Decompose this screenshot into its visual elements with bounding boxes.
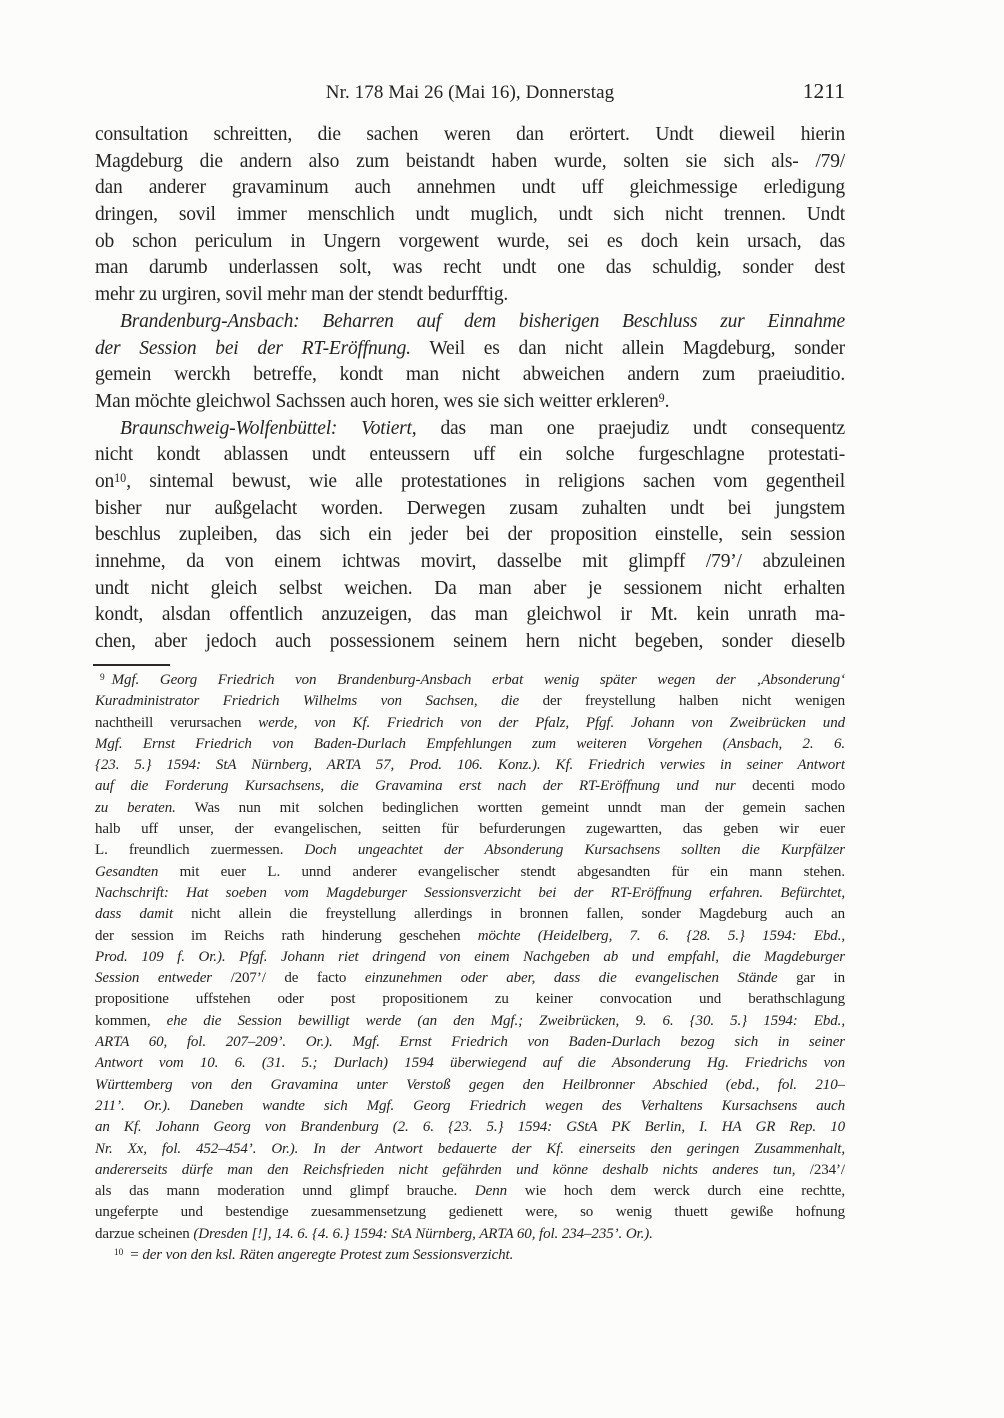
footnote-line-18 — [95, 1032, 845, 1053]
body-line-18 — [95, 576, 845, 603]
text-run: man darumb underlassen solt, was recht undt one das schuldig, sonder dest — [95, 257, 845, 279]
footnote-line-3 — [95, 713, 845, 734]
text-run: dan anderer gravaminum auch annehmen undt uff gleichmessige erledigung — [95, 177, 845, 199]
text-run: consultation schreitten, die sachen weren dan erörtert. Undt dieweil hierin — [95, 124, 845, 145]
text-run: Antwort vom 10. 6. (31. 5.; Durlach) 1594 überwiegend auf die Absonderung Hg. Friedrichs von — [95, 1055, 845, 1072]
text-run: {23. 5.} 1594: StA Nürnberg, ARTA 57, Prod. 106. Konz.). Kf. Friedrich verwies in seiner Antwort — [95, 757, 845, 774]
text-run: der Session bei der RT-Eröffnung. — [95, 337, 411, 359]
body-line-9 — [95, 336, 845, 363]
body-line-3 — [95, 175, 845, 202]
text-run: Kuradministrator Friedrich Wilhelms von Sachsen, die — [95, 693, 520, 710]
text-run: Mgf. Georg Friedrich von Brandenburg-Ansbach erbat wenig später wegen der ‚Absonderung‘ — [111, 672, 845, 688]
text-run: ungeferpte und bestendige zuesammensetzung gedienett were, so wenig thuett gewiße hofnung — [95, 1204, 845, 1221]
body-line-15 — [95, 496, 845, 523]
text-run: als das mann moderation unnd glimpf brauche. — [95, 1183, 475, 1200]
footnote-marker-9: 9 — [100, 673, 105, 684]
footnote-line-23 — [95, 1139, 845, 1160]
page-header — [95, 80, 845, 106]
text-run: Nr. Xx, fol. 452–454’. Or.). In der Antwort bedauerte der Kf. einerseits den geringen Zusammenhalt, — [95, 1140, 845, 1157]
text-run: dass damit — [95, 906, 174, 923]
body-line-16 — [95, 522, 845, 549]
text-run: . — [664, 390, 670, 412]
footnote-line-1 — [95, 670, 845, 691]
text-run: ob schon periculum in Ungern vorgewent wurde, sei es doch kein ursach, das — [95, 230, 845, 252]
body-line-10 — [95, 362, 845, 389]
body-line-19 — [95, 602, 845, 629]
footnote-line-5 — [95, 755, 845, 776]
footnote-line-17 — [95, 1011, 845, 1032]
text-run: der von den ksl. Räten angeregte Protest zum Sessionsverzicht. — [142, 1247, 514, 1264]
text-run: ehe die Session bewilligt werde (an den Mgf.; Zweibrücken, 9. 6. {30. 5.} 1594: Ebd., — [166, 1012, 845, 1029]
body-line-12 — [95, 416, 845, 443]
text-run: 211’. Or.). Daneben wandte sich Mgf. Georg Friedrich wegen des Verhaltens Kursachsens auch — [95, 1097, 845, 1114]
text-run: Braunschweig-Wolfenbüttel: Votiert, — [120, 417, 417, 439]
footnote-line-16 — [95, 989, 845, 1010]
text-run: Man möchte gleichwol Sachssen auch horen, wes sie sich weitter erkleren — [95, 390, 659, 412]
text-run: nicht allein die freystellung allerdings in bronnen fallen, sonder Magdeburg auch an — [173, 906, 845, 923]
footnote-line-26 — [95, 1202, 845, 1223]
body-line-8 — [95, 309, 845, 336]
text-run: zu beraten. — [95, 799, 195, 816]
text-run: Prod. 109 f. Or.). Pfgf. Johann riet dringend von einem Nachgeben ab und empfahl, die Magdeburger — [95, 948, 845, 965]
text-run: propositione uffstehen oder post propositionem zu keiner convocation und berathschlagung — [95, 991, 845, 1008]
text-run: der freystellung halben nicht wenigen — [519, 693, 845, 710]
text-run: kondt, alsdan offentlich anzuzeigen, das man gleichwol ir Mt. kein unrath ma- — [95, 604, 845, 626]
text-run: einzunehmen oder aber, dass die evangelischen Stände — [364, 970, 778, 987]
text-run: Magdeburg die andern also zum beistandt haben wurde, solten sie sich als- /79/ — [95, 150, 845, 172]
text-run: innehme, da von einem ichtwas movirt, dasselbe mit glimpff /79’/ abzuleinen — [95, 551, 845, 572]
body-line-14 — [95, 469, 845, 496]
body-line-11 — [95, 389, 845, 416]
footnote-line-9 — [95, 840, 845, 861]
footnote-line-25 — [95, 1181, 845, 1202]
footnote-line-8 — [95, 819, 845, 840]
footnote-line-19 — [95, 1053, 845, 1074]
main-text-block — [95, 122, 845, 656]
body-line-1 — [95, 122, 845, 149]
text-run: bisher nur außgelacht worden. Derwegen zusam zuhalten undt bei jungstem — [95, 497, 845, 519]
footnote-line-28 — [95, 1245, 845, 1266]
text-run: Session entweder — [95, 970, 231, 987]
text-run: Brandenburg-Ansbach: Beharren auf dem bisherigen Beschluss zur Einnahme — [120, 310, 845, 332]
footnote-line-7 — [95, 798, 845, 819]
footnotes-block — [95, 670, 845, 1266]
text-run: gemein werckh betreffe, kondt man nicht abweichen andern zum praeiuditio. — [95, 364, 845, 386]
text-run: , sintemal bewust, wie alle protestationes in religions sachen vom gegentheil — [126, 470, 845, 492]
text-run: gar in — [777, 970, 845, 987]
footnote-line-13 — [95, 926, 845, 947]
text-run: an Kf. Johann Georg von Brandenburg (2. 6. {23. 5.} 1594: GStA PK Berlin, I. HA GR Rep. 10 — [95, 1119, 845, 1136]
text-run: Nachschrift: Hat soeben vom Magdeburger Sessionsverzicht bei der RT-Eröffnung erfahren. Befürchtet, — [95, 884, 845, 901]
body-line-13 — [95, 442, 845, 469]
footnote-separator-rule — [93, 664, 170, 666]
footnote-line-24 — [95, 1160, 845, 1181]
body-line-2 — [95, 149, 845, 176]
text-run: kommen, — [95, 1012, 167, 1029]
text-run: /234’/ — [809, 1161, 845, 1178]
text-run: Weil es dan nicht allein Magdeburg, sonder — [410, 337, 845, 359]
footnote-line-10 — [95, 862, 845, 883]
text-run: andererseits dürfe man den Reichsfrieden nicht gefährden und könne deshalb nichts anderes tun, — [95, 1161, 810, 1178]
text-run: Württemberg von den Gravamina unter Verstoß gegen den Heilbronner Abschied (ebd., fol. 210– — [95, 1076, 845, 1093]
text-run: darzue scheinen — [95, 1225, 194, 1242]
body-line-17 — [95, 549, 845, 576]
text-run: auf die Forderung Kursachsens, die Gravamina erst nach der RT-Eröffnung und nur — [95, 778, 736, 795]
text-run: halb uff unser, der evangelischen, seitten für befurderungen zugewartten, das geben wir euer — [95, 821, 845, 838]
text-run: Was nun mit solchen bedinglichen wortten gemeint unndt man der gemein sachen — [194, 799, 845, 816]
footnote-line-2 — [95, 691, 845, 712]
text-run: werde, von Kf. Friedrich von der Pfalz, Pfgf. Johann von Zweibrücken und — [258, 714, 845, 731]
text-run: nicht kondt ablassen undt enteussern uff ein solche furgeschlagne protestati- — [95, 444, 845, 466]
text-run: chen, aber jedoch auch possessionem seinem hern nicht begeben, sonder dieselb — [95, 631, 845, 653]
text-run: nachtheill verursachen — [95, 714, 259, 731]
footnote-reference-10: 10 — [114, 470, 127, 485]
footnote-line-22 — [95, 1117, 845, 1138]
text-run: Denn — [474, 1183, 508, 1200]
footnote-line-11 — [95, 883, 845, 904]
page-number: 1211 — [802, 79, 845, 103]
body-line-4 — [95, 202, 845, 229]
running-title: Nr. 178 Mai 26 (Mai 16), Donnerstag — [325, 82, 615, 103]
footnote-line-6 — [95, 776, 845, 797]
text-run: Doch ungeachtet der Absonderung Kursachsens sollten die Kurpfälzer — [304, 842, 845, 859]
body-line-5 — [95, 229, 845, 256]
text-run: mit euer L. unnd anderer evangelischer stendt abgesandten für ein mann stehen. — [158, 863, 845, 880]
footnote-line-4 — [95, 734, 845, 755]
text-run: möchte (Heidelberg, 7. 6. {28. 5.} 1594: Ebd., — [477, 927, 845, 944]
text-run: L. freundlich zuermessen. — [95, 842, 305, 859]
text-run: der session im Reichs rath hinderung geschehen — [95, 927, 478, 944]
footnote-line-12 — [95, 904, 845, 925]
footnote-line-15 — [95, 968, 845, 989]
text-run: dringen, sovil immer menschlich undt muglich, undt sich nicht trennen. Undt — [95, 204, 845, 226]
footnote-marker-10: 10 — [114, 1248, 124, 1259]
text-run: /207’/ de facto — [230, 970, 365, 987]
text-run: beschlus zupleiben, das sich ein jeder bei der proposition einstelle, sein session — [95, 524, 845, 546]
footnote-line-14 — [95, 947, 845, 968]
text-run: (Dresden [!], 14. 6. {4. 6.} 1594: StA Nürnberg, ARTA 60, fol. 234–235’. Or.). — [193, 1225, 653, 1242]
text-run: wie hoch dem werck durch eine rechtte, — [507, 1183, 845, 1200]
body-line-20 — [95, 629, 845, 656]
text-run: undt nicht gleich selbst weichen. Da man aber je sessionem nicht erhalten — [95, 577, 845, 599]
text-run: on — [95, 470, 115, 492]
body-line-6 — [95, 255, 845, 282]
text-run: mehr zu urgiren, sovil mehr man der stendt bedurfftig. — [95, 284, 509, 306]
footnote-line-20 — [95, 1075, 845, 1096]
text-run: das man one praejudiz undt consequentz — [416, 417, 845, 439]
text-run: decenti modo — [735, 778, 845, 795]
footnote-line-27 — [95, 1224, 845, 1245]
text-run: Gesandten — [95, 863, 159, 880]
text-run: = — [130, 1247, 143, 1264]
body-line-7 — [95, 282, 845, 309]
footnote-reference-9: 9 — [658, 390, 665, 405]
text-run: Mgf. Ernst Friedrich von Baden-Durlach Empfehlungen zum weiteren Vorgehen (Ansbach, 2. 6. — [95, 735, 845, 752]
text-run: ARTA 60, fol. 207–209’. Or.). Mgf. Ernst Friedrich von Baden-Durlach bezog sich in seiner — [95, 1034, 845, 1051]
footnote-line-21 — [95, 1096, 845, 1117]
